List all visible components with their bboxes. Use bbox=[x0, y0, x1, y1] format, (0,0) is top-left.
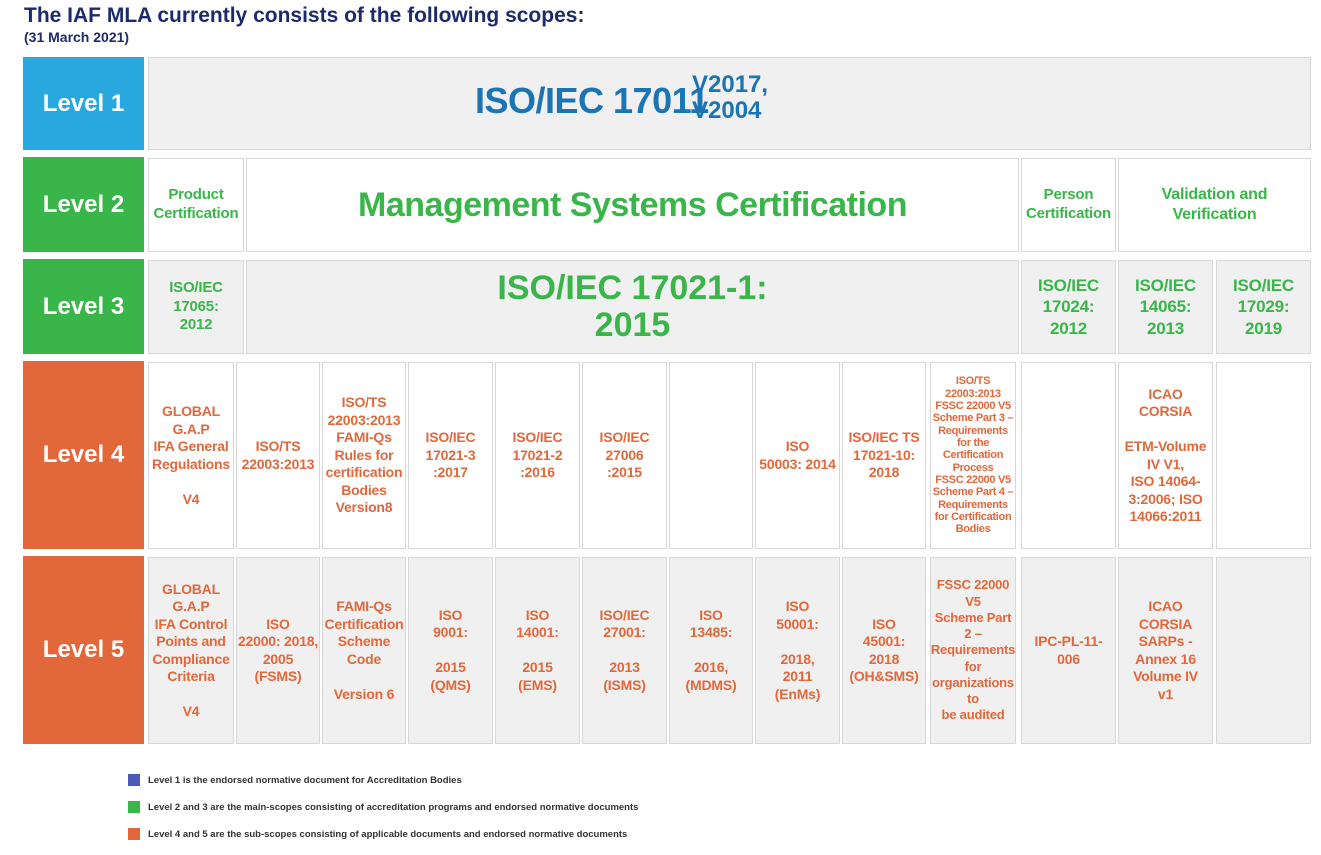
legend-item-level-4-5 bbox=[128, 828, 627, 840]
level-4-globalgap-regulations: GLOBAL G.A.P IFA General Regulations V4 bbox=[148, 362, 234, 549]
level-4-iso-17021-2: ISO/IEC 17021-2 :2016 bbox=[495, 362, 580, 549]
level-2-validation-verification: Validation and Verification bbox=[1118, 158, 1311, 252]
level-2-person-certification: Person Certification bbox=[1021, 158, 1116, 252]
level-5-ipc-pl-11-006: IPC-PL-11- 006 bbox=[1021, 557, 1116, 744]
level-5-fami-qs-scheme: FAMI-Qs Certification Scheme Code Version 6 bbox=[322, 557, 406, 744]
level-5-iso-27001: ISO/IEC 27001: 2013 (ISMS) bbox=[582, 557, 667, 744]
level-1-label: Level 1 bbox=[23, 57, 144, 150]
level-4-empty-1 bbox=[669, 362, 753, 549]
level-4-iso-17021-3: ISO/IEC 17021-3 :2017 bbox=[408, 362, 493, 549]
level-2-product-certification: Product Certification bbox=[148, 158, 244, 252]
level-3-iso-17029: ISO/IEC 17029: 2019 bbox=[1216, 260, 1311, 354]
level-4-iso-50003: ISO 50003: 2014 bbox=[755, 362, 840, 549]
level-2-label: Level 2 bbox=[23, 157, 144, 252]
level-3-iso-17024: ISO/IEC 17024: 2012 bbox=[1021, 260, 1116, 354]
page-date: (31 March 2021) bbox=[24, 29, 130, 45]
level-5-globalgap-control-points: GLOBAL G.A.P IFA Control Points and Compliance Criteria V4 bbox=[148, 557, 234, 744]
level-5-icao-corsia-sarps: ICAO CORSIA SARPs - Annex 16 Volume IV v1 bbox=[1118, 557, 1213, 744]
level-3-iso-14065: ISO/IEC 14065: 2013 bbox=[1118, 260, 1213, 354]
legend-swatch-green bbox=[128, 801, 140, 813]
level-5-iso-14001: ISO 14001: 2015 (EMS) bbox=[495, 557, 580, 744]
level-4-iso-27006: ISO/IEC 27006 :2015 bbox=[582, 362, 667, 549]
level-4-fami-qs-rules: ISO/TS 22003:2013 FAMI-Qs Rules for certification Bodies Version8 bbox=[322, 362, 406, 549]
legend-text-level-4-5: Level 4 and 5 are the sub-scopes consisting of applicable documents and endorsed normative documents bbox=[148, 828, 628, 840]
level-1-versions: V2017, V2004 bbox=[692, 71, 769, 125]
level-4-iso-ts-17021-10: ISO/IEC TS 17021-10: 2018 bbox=[842, 362, 926, 549]
legend-swatch-blue bbox=[128, 774, 140, 786]
level-3-iso-17021-1: ISO/IEC 17021-1: 2015 bbox=[246, 260, 1019, 354]
level-1-standard-cell bbox=[148, 57, 1311, 150]
level-5-iso-22000: ISO 22000: 2018, 2005 (FSMS) bbox=[236, 557, 320, 744]
legend-item-level-1 bbox=[128, 774, 462, 786]
level-4-iso-ts-22003: ISO/TS 22003:2013 bbox=[236, 362, 320, 549]
level-4-label: Level 4 bbox=[23, 361, 144, 549]
level-5-label: Level 5 bbox=[23, 556, 144, 744]
level-5-iso-9001: ISO 9001: 2015 (QMS) bbox=[408, 557, 493, 744]
level-5-empty bbox=[1216, 557, 1311, 744]
legend-text-level-1: Level 1 is the endorsed normative document for Accreditation Bodies bbox=[148, 774, 462, 786]
level-5-iso-45001: ISO 45001: 2018 (OH&SMS) bbox=[842, 557, 926, 744]
level-4-empty-2 bbox=[1021, 362, 1116, 549]
level-3-iso-17065: ISO/IEC 17065: 2012 bbox=[148, 260, 244, 354]
legend-text-level-2-3: Level 2 and 3 are the main-scopes consisting of accreditation programs and endorsed normative documents bbox=[148, 801, 639, 813]
level-5-iso-50001: ISO 50001: 2018, 2011 (EnMs) bbox=[755, 557, 840, 744]
level-5-fssc-22000-part2: FSSC 22000 V5 Scheme Part 2 – Requirements for organizations to be audited bbox=[930, 557, 1016, 744]
level-4-icao-corsia: ICAO CORSIA ETM-Volume IV V1, ISO 14064- 3:2006; ISO 14066:2011 bbox=[1118, 362, 1213, 549]
legend-swatch-orange bbox=[128, 828, 140, 840]
level-4-fssc-22000: ISO/TS 22003:2013 FSSC 22000 V5 Scheme Part 3 – Requirements for the Certification Process FSSC 22000 V5 Scheme Part 4 – Requirements for Certification Bodies bbox=[930, 362, 1016, 549]
level-4-empty-3 bbox=[1216, 362, 1311, 549]
level-3-label: Level 3 bbox=[23, 259, 144, 354]
page-title: The IAF MLA currently consists of the following scopes: bbox=[24, 4, 585, 27]
level-1-standard: ISO/IEC 17011 bbox=[475, 80, 709, 121]
level-5-iso-13485: ISO 13485: 2016, (MDMS) bbox=[669, 557, 753, 744]
legend-item-level-2-3 bbox=[128, 801, 638, 813]
level-2-management-systems: Management Systems Certification bbox=[246, 158, 1019, 252]
